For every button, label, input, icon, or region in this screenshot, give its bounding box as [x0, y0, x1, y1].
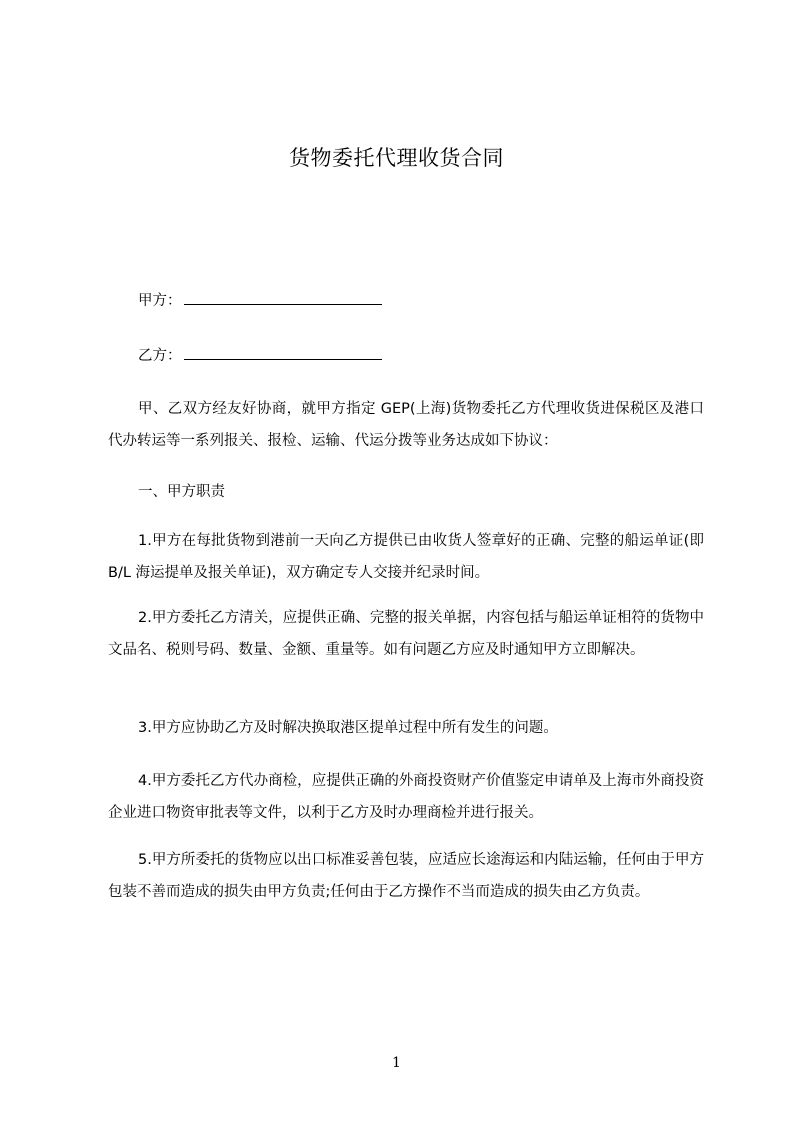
party-a-blank — [184, 290, 382, 305]
party-b-blank — [184, 345, 382, 360]
intro-paragraph: 甲、乙双方经友好协商，就甲方指定 GEP(上海)货物委托乙方代理收货进保税区及港口代办转运等一系列报关、报检、运输、代运分拨等业务达成如下协议： — [108, 401, 704, 449]
party-a-label: 甲方： — [138, 293, 182, 309]
party-b-label: 乙方： — [138, 348, 182, 364]
section-heading: 一、甲方职责 — [138, 484, 225, 500]
party-b-line — [138, 345, 382, 366]
clause-paragraph: 1.甲方在每批货物到港前一天向乙方提供已由收货人签章好的正确、完整的船运单证(即 B/L 海运提单及报关单证)，双方确定专人交接并纪录时间。 — [108, 533, 704, 581]
page-number: 1 — [392, 1055, 401, 1071]
document-title: 货物委托代理收货合同 — [289, 146, 504, 170]
clause-paragraph: 5.甲方所委托的货物应以出口标准妥善包装，应适应长途海运和内陆运输，任何由于甲方包装不善而造成的损失由甲方负责;任何由于乙方操作不当而造成的损失由乙方负责。 — [108, 852, 704, 900]
party-a-line — [138, 290, 382, 311]
clause-paragraph: 4.甲方委托乙方代办商检，应提供正确的外商投资财产价值鉴定申请单及上海市外商投资企业进口物资审批表等文件，以利于乙方及时办理商检并进行报关。 — [108, 773, 704, 821]
clause-paragraph: 2.甲方委托乙方清关，应提供正确、完整的报关单据，内容包括与船运单证相符的货物中文品名、税则号码、数量、金额、重量等。如有问题乙方应及时通知甲方立即解决。 — [108, 610, 704, 658]
clause-paragraph: 3.甲方应协助乙方及时解决换取港区提单过程中所有发生的问题。 — [138, 720, 558, 736]
